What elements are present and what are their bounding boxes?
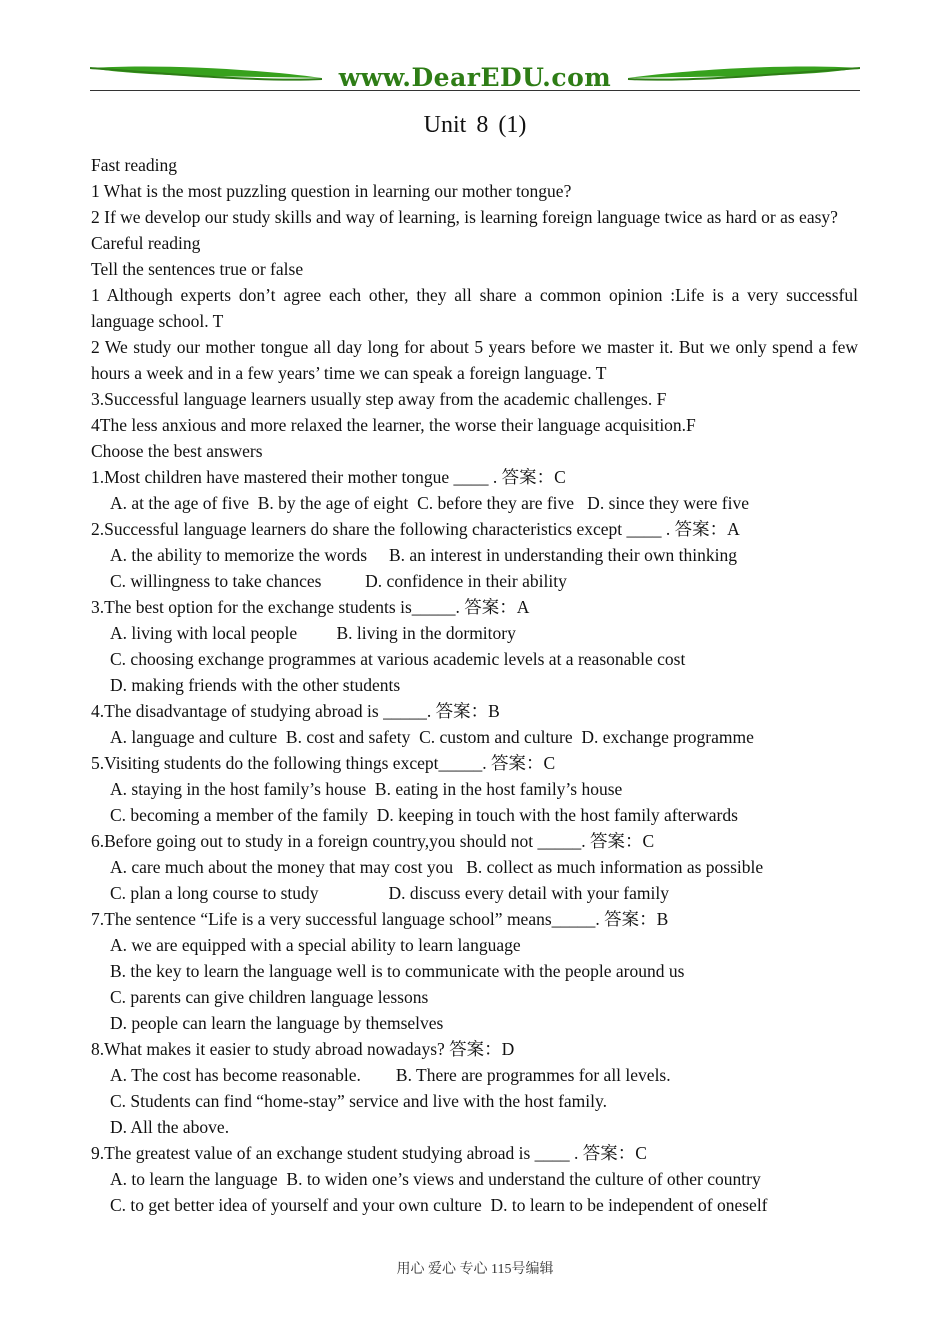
mc-question-5: 5.Visiting students do the following things except_____. 答案：C <box>91 753 556 773</box>
mc-options-6a: A. care much about the money that may cost you B. collect as much information as possible <box>110 857 764 877</box>
mc-options-2b: C. willingness to take chances D. confidence in their ability <box>110 571 567 591</box>
mc-options-7a: A. we are equipped with a special ability to learn language <box>110 935 521 955</box>
mc-options-6b: C. plan a long course to study D. discuss every detail with your family <box>110 883 669 903</box>
document-body <box>91 152 858 1218</box>
fast-reading-question-2: 2 If we develop our study skills and way of learning, is learning foreign language twice as hard or as easy? <box>91 207 838 227</box>
mc-question-7: 7.The sentence “Life is a very successful language school” means_____. 答案：B <box>91 909 669 929</box>
mc-options-7d: D. people can learn the language by themselves <box>110 1013 444 1033</box>
mc-options-5a: A. staying in the host family’s house B. eating in the host family’s house <box>110 779 623 799</box>
mc-question-2: 2.Successful language learners do share the following characteristics except ____ . 答案：A <box>91 519 740 539</box>
mc-options-2a: A. the ability to memorize the words B. an interest in understanding their own thinking <box>110 545 737 565</box>
mc-question-8: 8.What makes it easier to study abroad nowadays? 答案：D <box>91 1039 515 1059</box>
section-heading-careful-reading: Careful reading <box>91 233 201 253</box>
mc-options-9b: C. to get better idea of yourself and your own culture D. to learn to be independent of oneself <box>110 1195 768 1215</box>
mc-options-9a: A. to learn the language B. to widen one’s views and understand the culture of other country <box>110 1169 761 1189</box>
fast-reading-question-1: 1 What is the most puzzling question in learning our mother tongue? <box>91 181 572 201</box>
mc-question-9: 9.The greatest value of an exchange student studying abroad is ____ . 答案：C <box>91 1143 647 1163</box>
true-false-item-1: 1 Although experts don’t agree each other, they all share a common opinion :Life is a very successful language school. T <box>91 285 858 331</box>
true-false-item-3: 3.Successful language learners usually step away from the academic challenges. F <box>91 389 667 409</box>
section-heading-fast-reading: Fast reading <box>91 155 178 175</box>
true-false-item-2: 2 We study our mother tongue all day long for about 5 years before we master it. But we only spend a few hours a week and in a few years’ time we can speak a foreign language. T <box>91 337 858 383</box>
mc-options-3b: C. choosing exchange programmes at various academic levels at a reasonable cost <box>110 649 686 669</box>
mc-options-4: A. language and culture B. cost and safety C. custom and culture D. exchange programme <box>110 727 754 747</box>
mc-options-1: A. at the age of five B. by the age of eight C. before they are five D. since they were five <box>110 493 749 513</box>
mc-options-5b: C. becoming a member of the family D. keeping in touch with the host family afterwards <box>110 805 738 825</box>
section-heading-choose: Choose the best answers <box>91 441 263 461</box>
logo-text: www.DearEDU.com <box>338 63 612 92</box>
header-rule <box>90 90 860 91</box>
mc-options-8c: D. All the above. <box>110 1117 230 1137</box>
mc-question-6: 6.Before going out to study in a foreign country,you should not _____. 答案：C <box>91 831 655 851</box>
mc-options-3a: A. living with local people B. living in the dormitory <box>110 623 516 643</box>
mc-options-8a: A. The cost has become reasonable. B. There are programmes for all levels. <box>110 1065 671 1085</box>
mc-options-7c: C. parents can give children language lessons <box>110 987 429 1007</box>
mc-options-7b: B. the key to learn the language well is to communicate with the people around us <box>110 961 685 981</box>
true-false-item-4: 4The less anxious and more relaxed the learner, the worse their language acquisition.F <box>91 415 696 435</box>
mc-question-1: 1.Most children have mastered their mother tongue ____ . 答案：C <box>91 467 566 487</box>
mc-question-3: 3.The best option for the exchange students is_____. 答案：A <box>91 597 530 617</box>
mc-question-4: 4.The disadvantage of studying abroad is _____. 答案：B <box>91 701 500 721</box>
page-footer: 用心 爱心 专心 115号编辑 <box>396 1262 554 1277</box>
page-title: Unit 8 (1) <box>423 112 527 138</box>
mc-options-3c: D. making friends with the other students <box>110 675 401 695</box>
mc-options-8b: C. Students can find “home-stay” service and live with the host family. <box>110 1091 608 1111</box>
true-false-instruction: Tell the sentences true or false <box>91 259 304 279</box>
